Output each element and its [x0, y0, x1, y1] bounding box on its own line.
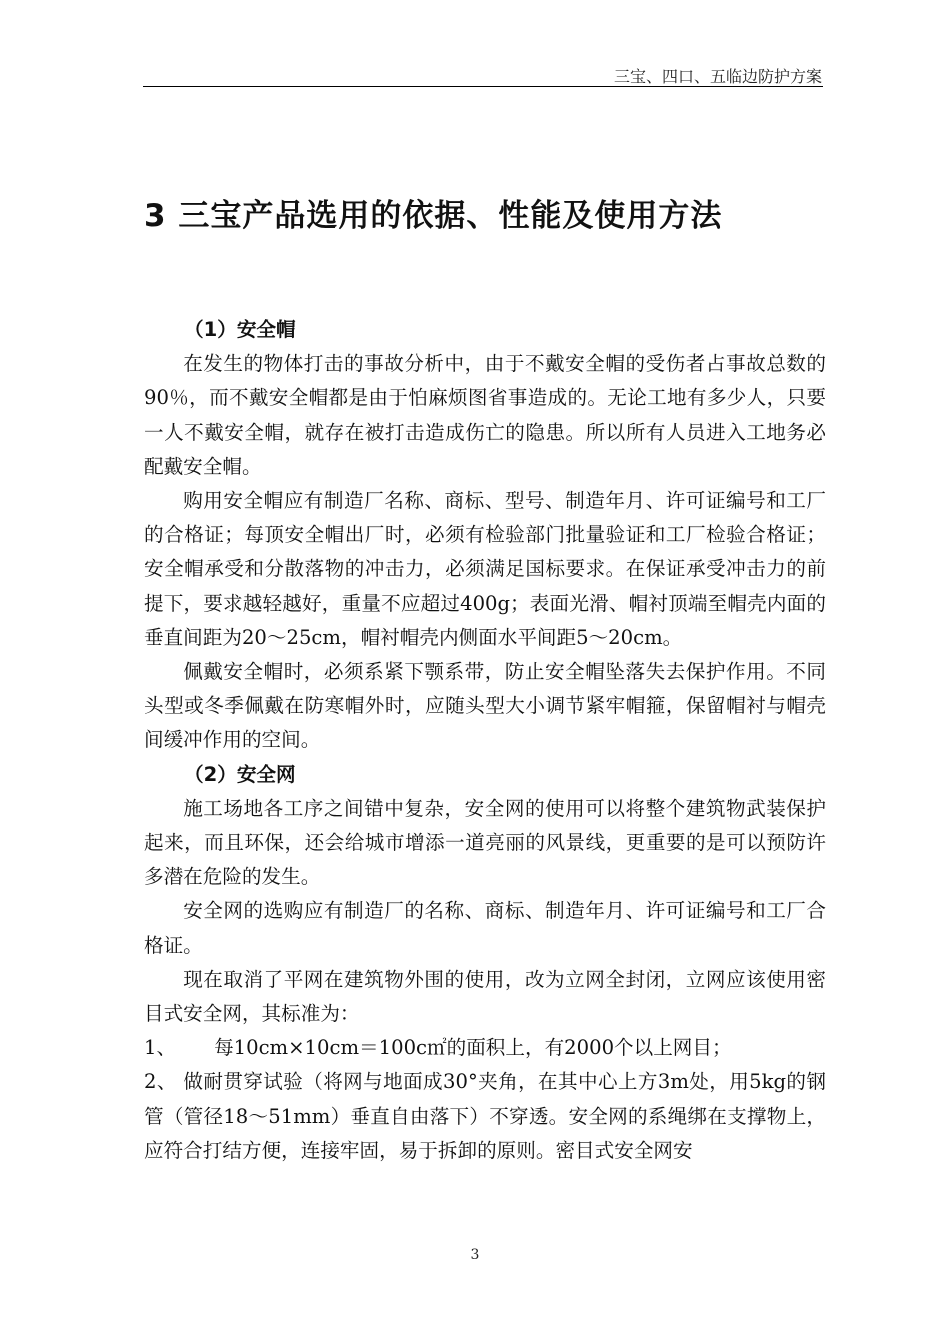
list-item [144, 1031, 826, 1065]
paragraph: 在发生的物体打击的事故分析中，由于不戴安全帽的受伤者占事故总数的90％，而不戴安全帽都是由于怕麻烦图省事造成的。无论工地有多少人，只要一人不戴安全帽，就存在被打击造成伤亡的隐患。所以所有人员进入工地务必配戴安全帽。 [144, 352, 826, 478]
list-item-text: 每10cm×10cm＝100c㎡的面积上，有2000个以上网目； [214, 1036, 732, 1060]
page-number: 3 [470, 1247, 480, 1263]
paragraph: 购用安全帽应有制造厂名称、商标、型号、制造年月、许可证编号和工厂的合格证；每顶安全帽出厂时，必须有检验部门批量验证和工厂检验合格证；安全帽承受和分散落物的冲击力，必须满足国标要求。在保证承受冲击力的前提下，要求越轻越好，重量不应超过400g；表面光滑、帽衬顶端至帽壳内面的垂直间距为20～25cm，帽衬帽壳内侧面水平间距5～20cm。 [144, 489, 826, 649]
list-item-number: 2、 [144, 1070, 177, 1094]
paragraph: 现在取消了平网在建筑物外围的使用，改为立网全封闭，立网应该使用密目式安全网，其标准为： [144, 967, 826, 1026]
page-title: 3 三宝产品选用的依据、性能及使用方法 [144, 198, 723, 234]
list-item-text: 做耐贯穿试验（将网与地面成30°夹角，在其中心上方3m处，用5kg的钢管（管径18～51mm）垂直自由落下）不穿透。安全网的系绳绑在支撑物上，应符合打结方便，连接牢固，易于拆卸的原则。密目式安全网安 [144, 1070, 826, 1162]
paragraph: 安全网的选购应有制造厂的名称、商标、制造年月、许可证编号和工厂合格证。 [144, 899, 826, 957]
list-item [144, 1065, 826, 1168]
list-item-number: 1、 [144, 1036, 177, 1060]
document-body [144, 313, 826, 1168]
section-heading-helmet: （1）安全帽 [184, 318, 296, 341]
running-header: 三宝、四口、五临边防护方案 [613, 67, 822, 86]
paragraph: 施工场地各工序之间错中复杂，安全网的使用可以将整个建筑物武装保护起来，而且环保，还会给城市增添一道亮丽的风景线，更重要的是可以预防许多潜在危险的发生。 [144, 796, 826, 889]
header-divider [143, 86, 823, 87]
section-heading-safety-net: （2）安全网 [184, 762, 296, 786]
paragraph: 佩戴安全帽时，必须系紧下颚系带，防止安全帽坠落失去保护作用。不同头型或冬季佩戴在防寒帽外时，应随头型大小调节紧牢帽箍，保留帽衬与帽壳间缓冲作用的空间。 [144, 660, 826, 752]
